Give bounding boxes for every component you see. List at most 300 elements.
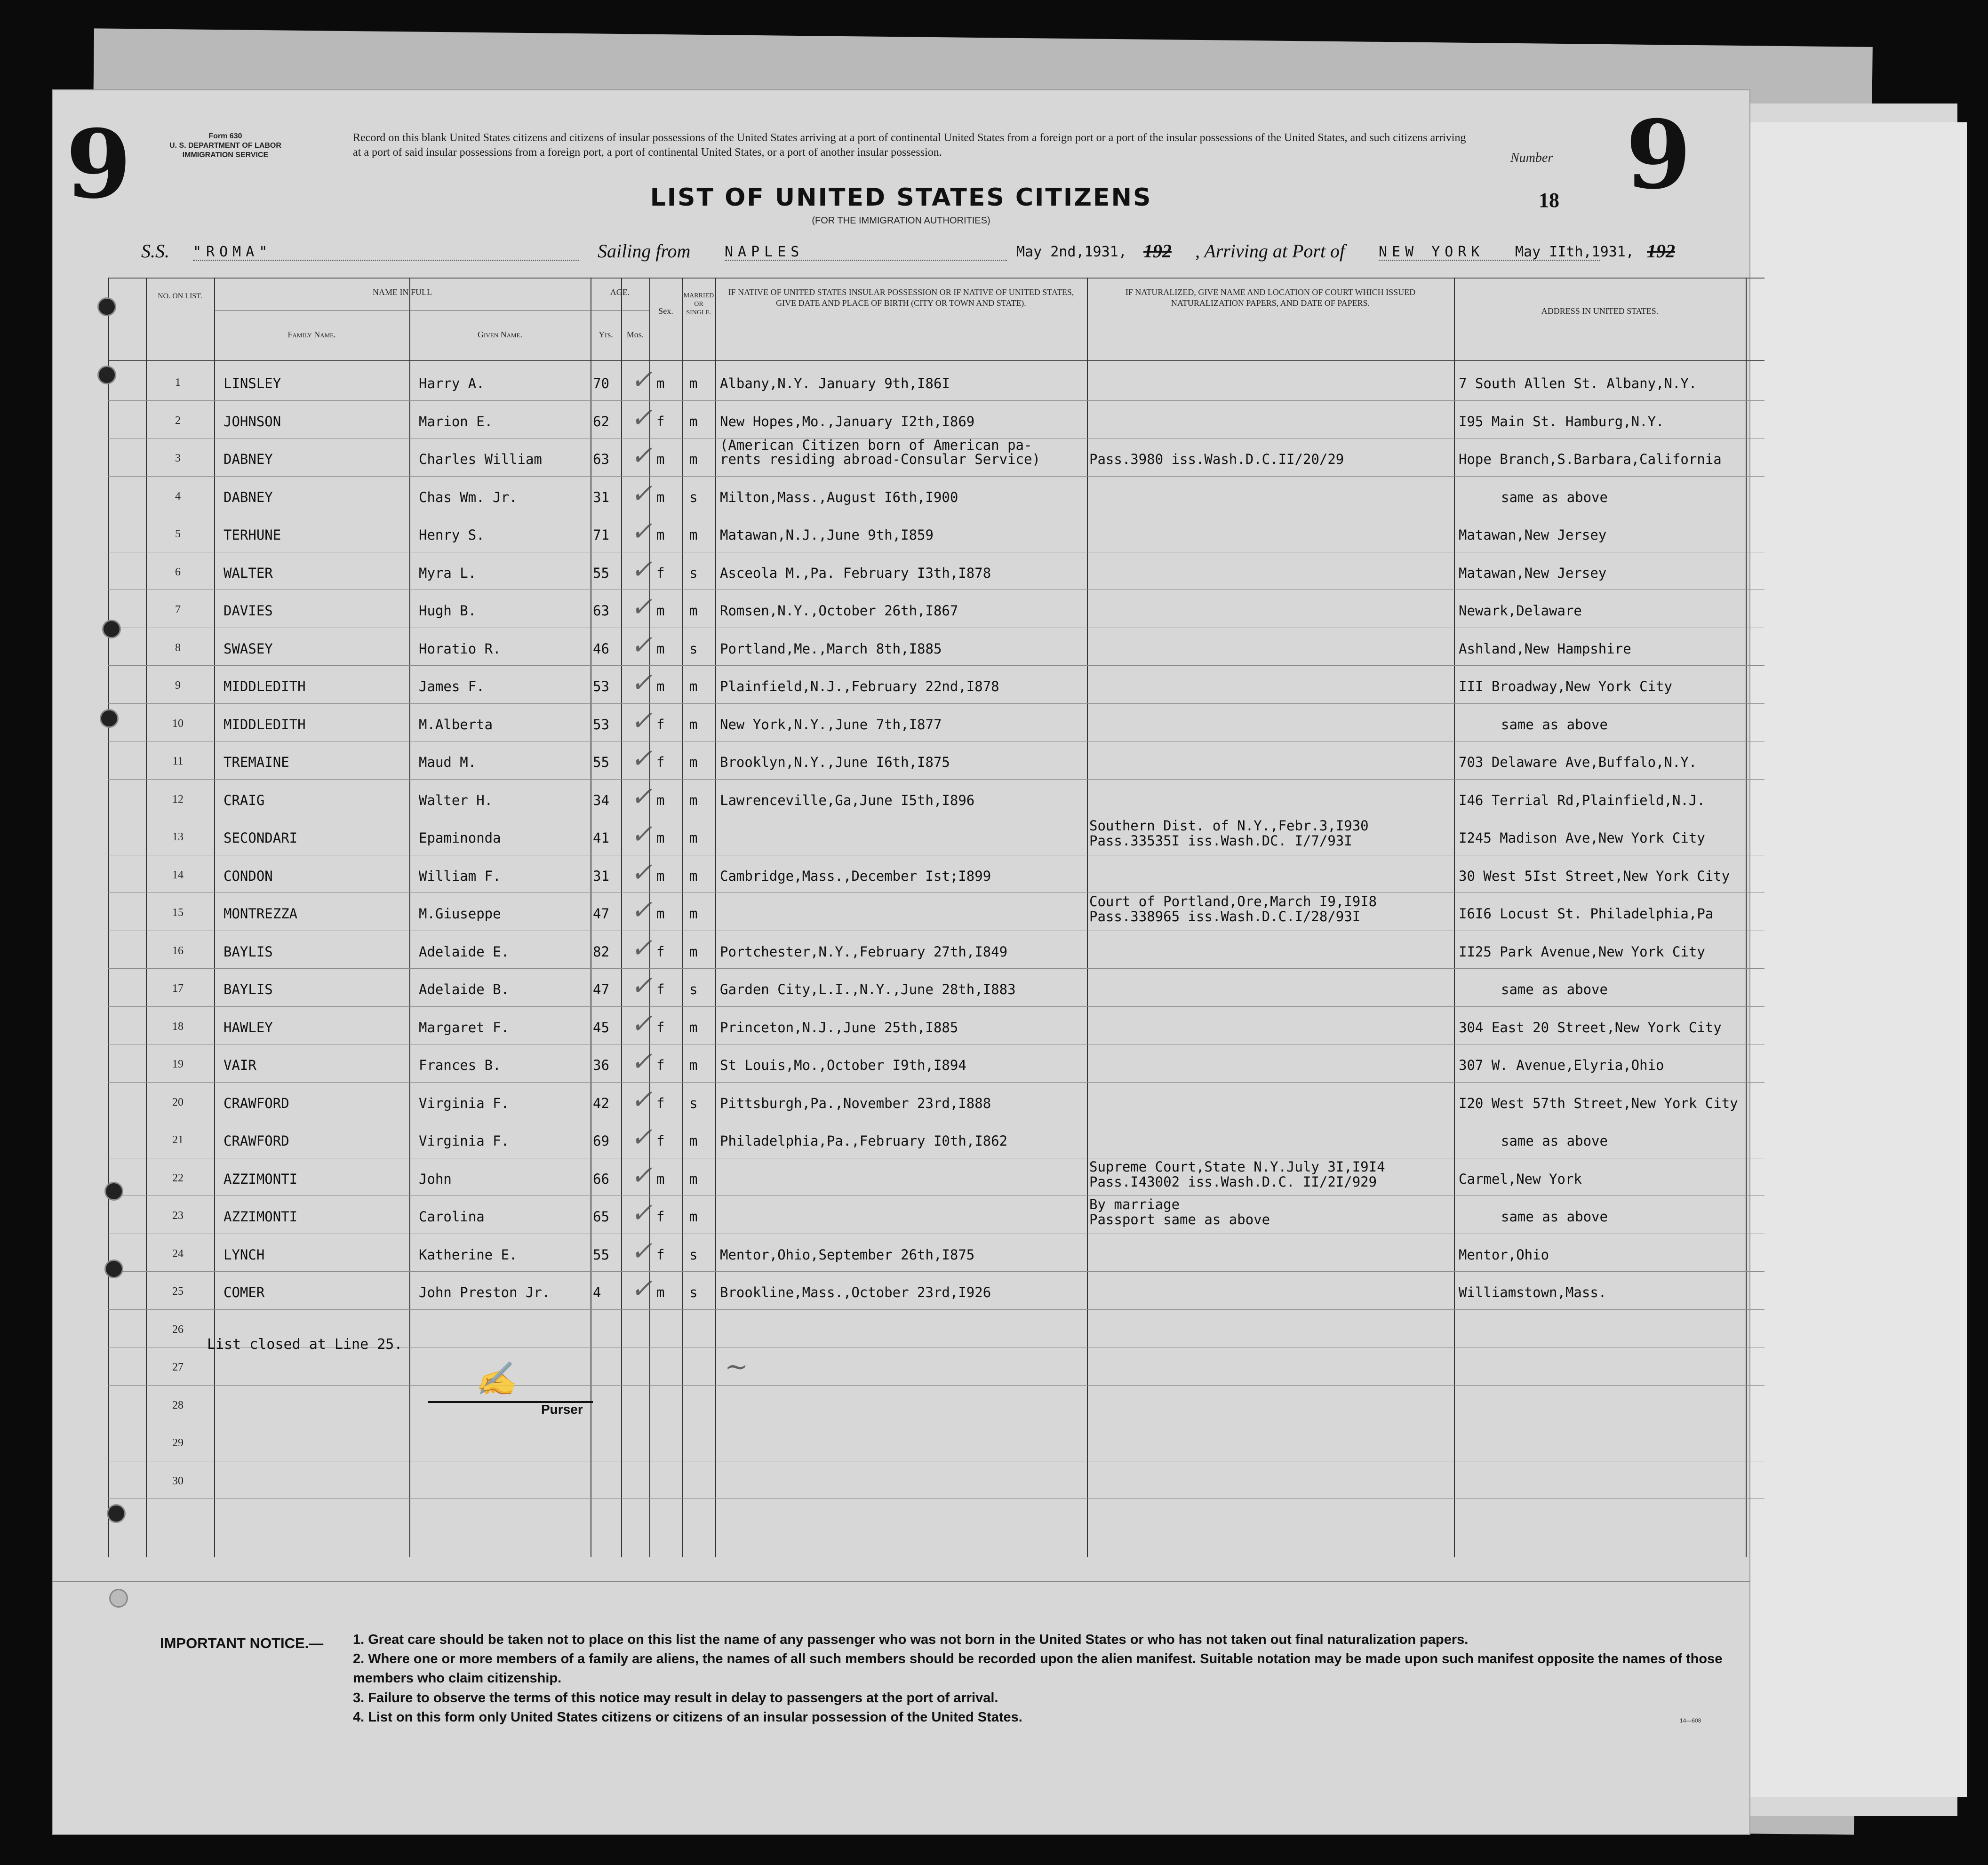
given-name-cell: Hugh B. [419,603,477,619]
page-subtitle: (FOR THE IMMIGRATION AUTHORITIES) [812,215,990,226]
age-cell: 66 [593,1171,609,1187]
address-cell: II25 Park Avenue,New York City [1459,943,1705,960]
row-number: 16 [172,944,184,957]
sex-cell: m [656,451,665,467]
sex-cell: m [656,1171,665,1187]
row-rule [108,665,1764,666]
sex-cell: m [656,830,665,846]
row-number: 2 [175,414,181,427]
address-cell: 7 South Allen St. Albany,N.Y. [1459,375,1697,391]
header-naturalized: IF NATURALIZED, GIVE NAME AND LOCATION OF COURT WHICH ISSUED NATURALIZATION PAPERS, AND DATE OF PAPERS. [1125,287,1416,308]
passenger-table [108,278,1764,1557]
married-single-cell: m [689,830,698,846]
sex-cell: m [656,489,665,505]
age-cell: 55 [593,1246,609,1263]
married-single-cell: m [689,375,698,391]
col-rule [409,278,410,1557]
family-name-cell: TERHUNE [224,527,281,543]
married-single-cell: m [689,754,698,770]
purser-signature: ✍ [475,1360,517,1398]
header-family-name: Family Name. [287,330,336,339]
family-name-cell: AZZIMONTI [224,1209,298,1225]
address-cell: I46 Terrial Rd,Plainfield,N.J. [1459,792,1705,808]
inspector-check-mark: ✓ [631,1235,653,1267]
inspector-check-mark: ✓ [631,365,653,395]
row-number: 15 [172,907,184,919]
married-single-cell: m [689,603,698,619]
row-rule [108,1309,1764,1310]
married-single-cell: m [689,716,698,733]
address-cell: I95 Main St. Hamburg,N.Y. [1459,413,1664,430]
address-cell: same as above [1501,489,1608,505]
given-name-cell: Carolina [419,1209,485,1225]
row-number: 22 [172,1172,184,1184]
form-number: Form 630 [208,132,242,140]
punch-hole [111,1590,127,1606]
married-single-cell: m [689,678,698,694]
age-cell: 46 [593,640,609,657]
family-name-cell: CRAWFORD [224,1095,289,1111]
age-cell: 34 [593,792,609,808]
age-cell: 31 [593,489,609,505]
row-number: 3 [175,452,181,464]
punch-hole [108,1506,124,1522]
number-label: Number [1510,151,1553,165]
birth-cell: Princeton,N.J.,June 25th,I885 [720,1019,958,1036]
family-name-cell: SECONDARI [224,830,298,846]
inspector-check-mark: ✓ [631,630,653,661]
row-rule [108,1006,1764,1007]
given-name-cell: M.Giuseppe [419,906,501,922]
age-cell: 70 [593,375,609,391]
punch-hole [99,367,115,383]
family-name-cell: DABNEY [224,451,273,467]
ship-dotted-line [193,260,579,261]
sex-cell: m [656,678,665,694]
sex-cell: m [656,1284,665,1300]
sex-cell: f [656,1209,665,1225]
birth-cell: Lawrenceville,Ga,June I5th,I896 [720,792,975,808]
inspector-check-mark: ✓ [631,554,653,585]
port-from: NAPLES [725,244,804,260]
age-cell: 65 [593,1209,609,1225]
sex-cell: f [656,1095,665,1111]
birth-cell: Milton,Mass.,August I6th,I900 [720,489,958,505]
family-name-cell: COMER [224,1284,265,1300]
list-closed-note: List closed at Line 25. [207,1336,403,1353]
given-name-cell: M.Alberta [419,716,493,733]
given-name-cell: Walter H. [419,792,493,808]
family-name-cell: MIDDLEDITH [224,678,306,694]
family-name-cell: CRAIG [224,792,265,808]
married-single-cell: s [689,1095,698,1111]
birth-cell: (American Citizen born of American pa- [720,437,1032,453]
birth-cell: Portland,Me.,March 8th,I885 [720,640,942,657]
address-cell: Mentor,Ohio [1459,1246,1549,1263]
row-number: 26 [172,1323,184,1336]
address-cell: Newark,Delaware [1459,603,1582,619]
birth-cell: Plainfield,N.J.,February 22nd,I878 [720,678,999,694]
given-name-cell: Virginia F. [419,1095,510,1111]
inspector-check-mark: ✓ [631,440,653,471]
header-birth: IF NATIVE OF UNITED STATES INSULAR POSSESSION OR IF NATIVE OF UNITED STATES, GIVE DATE AND PLACE OF BIRTH (CITY OR TOWN AND STATE). [728,287,1074,308]
date-from: May 2nd,1931, [1016,244,1127,260]
family-name-cell: WALTER [224,565,273,581]
age-cell: 55 [593,565,609,581]
address-cell: III Broadway,New York City [1459,678,1672,694]
header-yrs: Yrs. [599,330,613,339]
age-cell: 62 [593,413,609,430]
header-married-single: MARRIED OR SINGLE. [683,292,714,317]
family-name-cell: TREMAINE [224,754,289,770]
sex-cell: f [656,1133,665,1149]
age-cell: 36 [593,1057,609,1073]
inspector-check-mark: ✓ [631,857,653,888]
row-rule [108,703,1764,704]
sex-cell: f [656,716,665,733]
given-name-cell: Epaminonda [419,830,501,846]
row-rule [108,476,1764,477]
row-number: 4 [175,490,181,502]
birth-cell: Romsen,N.Y.,October 26th,I867 [720,603,958,619]
col-rule [1454,278,1455,1557]
naturalization-cell: Court of Portland,Ore,March I9,I9I8 [1089,893,1377,909]
age-cell: 69 [593,1133,609,1149]
footer-code: 14—608 [1680,1717,1701,1724]
row-rule [108,968,1764,969]
punch-hole [106,1261,122,1277]
given-name-cell: Henry S. [419,527,485,543]
married-single-cell: s [689,565,698,581]
birth-cell: Asceola M.,Pa. February I3th,I878 [720,565,991,581]
col-rule [715,278,716,1557]
row-number: 30 [172,1474,184,1487]
address-cell: I245 Madison Ave,New York City [1459,830,1705,846]
married-single-cell: m [689,943,698,960]
row-number: 18 [172,1020,184,1033]
inspector-check-mark: ✓ [631,1122,653,1153]
birth-cell: Brookline,Mass.,October 23rd,I926 [720,1284,991,1300]
row-number: 5 [175,528,181,540]
married-single-cell: s [689,1284,698,1300]
header-no: NO. ON LIST. [158,292,202,300]
family-name-cell: AZZIMONTI [224,1171,298,1187]
header-age: AGE. [610,287,630,297]
family-name-cell: CRAWFORD [224,1133,289,1149]
married-single-cell: m [689,413,698,430]
sex-cell: f [656,981,665,997]
header-address: ADDRESS IN UNITED STATES. [1541,306,1659,316]
row-number: 20 [172,1096,184,1108]
year-from-printed: 192 [1143,240,1172,262]
sex-cell: m [656,906,665,922]
naturalization-cell-line2: Passport same as above [1089,1211,1270,1227]
inspector-check-mark: ✓ [631,895,653,925]
date-to: May IIth,1931, [1515,244,1634,260]
married-single-cell: m [689,527,698,543]
arriving-label: , Arriving at Port of [1195,240,1345,262]
inspector-check-mark: ✓ [631,1084,653,1115]
ss-label: S.S. [141,240,169,262]
birth-cell: St Louis,Mo.,October I9th,I894 [720,1057,966,1073]
address-cell: Williamstown,Mass. [1459,1284,1607,1300]
sex-cell: f [656,943,665,960]
naturalization-cell: By marriage [1089,1196,1180,1212]
page-number: 18 [1539,189,1559,212]
given-name-cell: Margaret F. [419,1019,510,1036]
ship-name: "ROMA" [193,244,272,260]
birth-cell: New York,N.Y.,June 7th,I877 [720,716,942,733]
family-name-cell: LYNCH [224,1246,265,1263]
row-number: 7 [175,604,181,616]
punch-hole [106,1183,122,1199]
given-name-cell: John Preston Jr. [419,1284,551,1300]
row-number: 29 [172,1437,184,1449]
col-rule [682,278,683,1557]
naturalization-cell: Supreme Court,State N.Y.July 3I,I9I4 [1089,1158,1385,1175]
row-number: 27 [172,1361,184,1373]
family-name-cell: JOHNSON [224,413,281,430]
notice-item: 2. Where one or more members of a family are aliens, the names of all such members should be recorded upon the alien manifest. Suitable notation may be made upon such manifest opposite the names of those members who claim citizenship. [353,1651,1723,1686]
inspector-check-mark: ✓ [631,781,653,812]
age-cell: 55 [593,754,609,770]
married-single-cell: m [689,1057,698,1073]
inspector-check-mark: ✓ [631,743,653,774]
age-cell: 53 [593,678,609,694]
sex-cell: f [656,1019,665,1036]
underlying-page-right-inner [1741,122,1967,1797]
row-number: 14 [172,869,184,881]
row-rule [108,1082,1764,1083]
sex-cell: m [656,640,665,657]
record-instruction: Record on this blank United States citizens and citizens of insular possessions of the United States arriving at a port of continental United States from a foreign port or a port of the insular possessions of the United States, and such citizens arriving at a port of said insular possessions from a foreign port, a port of continental United States, or a port of another insular possession. [353,132,1466,159]
row-number: 9 [175,679,181,692]
header-given-name: Given Name. [478,330,522,339]
married-single-cell: s [689,981,698,997]
family-name-cell: DABNEY [224,489,273,505]
sex-cell: f [656,754,665,770]
row-number: 24 [172,1247,184,1260]
family-name-cell: MIDDLEDITH [224,716,306,733]
age-cell: 31 [593,868,609,884]
address-cell: I20 West 57th Street,New York City [1459,1095,1738,1111]
col-rule [1746,278,1747,1557]
page-title: LIST OF UNITED STATES CITIZENS [650,183,1152,212]
family-name-cell: CONDON [224,868,273,884]
address-cell: same as above [1501,1209,1608,1225]
inspector-signature: ~ [725,1350,749,1383]
birth-cell: Brooklyn,N.Y.,June I6th,I875 [720,754,950,770]
sex-cell: f [656,413,665,430]
punch-hole [101,710,117,726]
sheet-number-left: 9 [66,109,132,220]
married-single-cell: s [689,1246,698,1263]
manifest-sheet [52,89,1750,1835]
birth-cell-line2: rents residing abroad-Consular Service) [720,451,1040,467]
sex-cell: m [656,527,665,543]
address-cell: 703 Delaware Ave,Buffalo,N.Y. [1459,754,1697,770]
row-number: 25 [172,1285,184,1298]
sheet-number-right: 9 [1626,100,1692,210]
inspector-check-mark: ✓ [631,705,653,736]
port-to: NEW YORK [1379,244,1485,260]
given-name-cell: James F. [419,678,485,694]
address-cell: Carmel,New York [1459,1171,1582,1187]
form-identifier [169,132,281,160]
birth-cell: Philadelphia,Pa.,February I0th,I862 [720,1133,1008,1149]
married-single-cell: m [689,868,698,884]
department-name: U. S. DEPARTMENT OF LABOR [169,142,281,150]
address-cell: Matawan,New Jersey [1459,565,1607,581]
notice-item: 4. List on this form only United States citizens or citizens of an insular possession of the United States. [353,1709,1022,1725]
age-cell: 45 [593,1019,609,1036]
inspector-check-mark: ✓ [631,1274,653,1304]
sex-cell: f [656,1246,665,1263]
notice-items [353,1630,1741,1727]
row-rule [108,1498,1764,1499]
address-cell: 307 W. Avenue,Elyria,Ohio [1459,1057,1664,1073]
notice-divider [52,1581,1750,1582]
punch-hole [99,299,115,315]
birth-cell: New Hopes,Mo.,January I2th,I869 [720,413,975,430]
age-cell: 41 [593,830,609,846]
row-rule [108,779,1764,780]
address-cell: same as above [1501,1133,1608,1149]
punch-hole [104,621,120,637]
age-cell: 42 [593,1095,609,1111]
sex-cell: m [656,603,665,619]
row-number: 17 [172,982,184,995]
naturalization-cell-line2: Pass.I43002 iss.Wash.D.C. II/2I/929 [1089,1173,1377,1190]
family-name-cell: MONTREZZA [224,906,298,922]
col-rule [108,278,109,1557]
inspector-check-mark: ✓ [631,819,653,850]
inspector-check-mark: ✓ [631,516,653,547]
married-single-cell: s [689,489,698,505]
inspector-check-mark: ✓ [631,932,653,964]
header-mos: Mos. [626,330,644,339]
sex-cell: m [656,868,665,884]
age-cell: 63 [593,603,609,619]
row-number: 23 [172,1210,184,1222]
given-name-cell: Horatio R. [419,640,501,657]
col-rule [146,278,147,1557]
voyage-line [141,240,1694,268]
inspector-check-mark: ✓ [631,1008,653,1039]
sex-cell: f [656,1057,665,1073]
inspector-check-mark: ✓ [631,668,653,698]
birth-cell: Cambridge,Mass.,December Ist;I899 [720,868,991,884]
married-single-cell: m [689,1209,698,1225]
inspector-check-mark: ✓ [631,478,653,509]
service-name: IMMIGRATION SERVICE [182,151,269,159]
row-number: 19 [172,1058,184,1070]
row-number: 10 [172,717,184,730]
married-single-cell: s [689,640,698,657]
given-name-cell: William F. [419,868,501,884]
row-number: 6 [175,566,181,578]
family-name-cell: DAVIES [224,603,273,619]
col-rule [1087,278,1088,1557]
row-number: 8 [175,641,181,654]
inspector-check-mark: ✓ [631,1198,653,1228]
family-name-cell: HAWLEY [224,1019,273,1036]
inspector-check-mark: ✓ [631,592,653,622]
address-cell: Hope Branch,S.Barbara,California [1459,451,1722,467]
age-cell: 47 [593,981,609,997]
age-cell: 63 [593,451,609,467]
address-cell: Ashland,New Hampshire [1459,640,1631,657]
given-name-cell: Charles William [419,451,542,467]
birth-cell: Portchester,N.Y.,February 27th,I849 [720,943,1008,960]
sailing-label: Sailing from [598,240,691,262]
notice-item: 3. Failure to observe the terms of this notice may result in delay to passengers at the port of arrival. [353,1690,998,1706]
given-name-cell: Virginia F. [419,1133,510,1149]
married-single-cell: m [689,1019,698,1036]
married-single-cell: m [689,1171,698,1187]
married-single-cell: m [689,1133,698,1149]
given-name-cell: Adelaide B. [419,981,510,997]
notice-heading: IMPORTANT NOTICE.— [160,1635,324,1651]
purser-label: Purser [541,1402,583,1417]
birth-cell: Matawan,N.J.,June 9th,I859 [720,527,934,543]
sex-cell: f [656,565,665,581]
year-to-printed: 192 [1647,240,1675,262]
inspector-check-mark: ✓ [631,1046,653,1077]
family-name-cell: SWASEY [224,640,273,657]
row-rule [108,1271,1764,1272]
address-cell: Matawan,New Jersey [1459,527,1607,543]
married-single-cell: m [689,792,698,808]
inspector-check-mark: ✓ [631,971,653,1001]
given-name-cell: Maud M. [419,754,477,770]
row-number: 21 [172,1134,184,1146]
birth-cell: Garden City,L.I.,N.Y.,June 28th,I883 [720,981,1016,997]
age-cell: 4 [593,1284,601,1300]
naturalization-cell-line2: Pass.33535I iss.Wash.DC. I/7/93I [1089,833,1352,849]
family-name-cell: BAYLIS [224,943,273,960]
married-single-cell: m [689,451,698,467]
given-name-cell: John [419,1171,452,1187]
header-name-in-full: NAME IN FULL [373,287,432,297]
given-name-cell: Myra L. [419,565,477,581]
age-cell: 82 [593,943,609,960]
family-name-cell: BAYLIS [224,981,273,997]
row-rule [108,1385,1764,1386]
family-name-cell: LINSLEY [224,375,281,391]
sex-cell: m [656,792,665,808]
naturalization-cell: Southern Dist. of N.Y.,Febr.3,I930 [1089,818,1369,834]
naturalization-cell-line2: Pass.338965 iss.Wash.D.C.I/28/93I [1089,909,1361,925]
inspector-check-mark: ✓ [631,1160,653,1191]
col-rule [621,278,622,1557]
row-number: 1 [175,376,181,389]
married-single-cell: m [689,906,698,922]
given-name-cell: Chas Wm. Jr. [419,489,518,505]
notice-item: 1. Great care should be taken not to place on this list the name of any passenger who was not born in the United States or who has not taken out final naturalization papers. [353,1632,1469,1647]
naturalization-cell: Pass.3980 iss.Wash.D.C.II/20/29 [1089,451,1344,467]
sex-cell: m [656,375,665,391]
row-number: 28 [172,1399,184,1411]
address-cell: 30 West 5Ist Street,New York City [1459,868,1730,884]
header-bottom-rule [108,360,1764,361]
given-name-cell: Marion E. [419,413,493,430]
given-name-cell: Katherine E. [419,1246,518,1263]
age-cell: 71 [593,527,609,543]
header-sex: Sex. [658,306,673,316]
row-number: 13 [172,831,184,843]
birth-cell: Pittsburgh,Pa.,November 23rd,I888 [720,1095,991,1111]
